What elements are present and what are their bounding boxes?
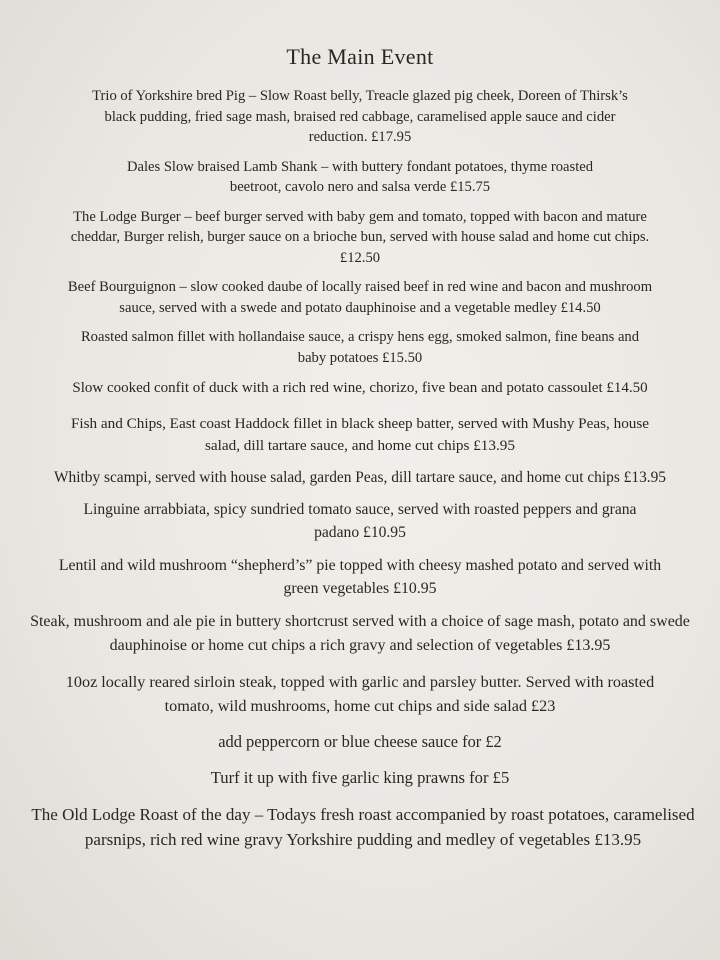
menu-item: Steak, mushroom and ale pie in buttery shortcrust served with a choice of sage mash, potato and swede dauphinoise or home cut chips a rich gravy and selection of vegetables £13.95	[30, 613, 690, 654]
menu-item: 10oz locally reared sirloin steak, topped with garlic and parsley butter. Served with roasted tomato, wild mushrooms, home cut chips and side salad £23	[65, 673, 655, 715]
menu-title: The Main Event	[286, 44, 434, 69]
menu-item: Trio of Yorkshire bred Pig – Slow Roast belly, Treacle glazed pig cheek, Doreen of Thirsk’s black pudding, fried sage mash, braised red cabbage, caramelised apple sauce and cider reduction. £17.95	[92, 88, 628, 145]
menu-item: Whitby scampi, served with house salad, garden Peas, dill tartare sauce, and home cut chips £13.95	[53, 469, 667, 486]
menu-item: Dales Slow braised Lamb Shank – with buttery fondant potatoes, thyme roasted beetroot, cavolo nero and salsa verde £15.75	[126, 158, 594, 195]
menu-items-list	[18, 86, 702, 852]
menu-item: Lentil and wild mushroom “shepherd’s” pie topped with cheesy mashed potato and served with green vegetables £10.95	[58, 557, 662, 597]
menu-item: Roasted salmon fillet with hollandaise sauce, a crispy hens egg, smoked salmon, fine beans and baby potatoes £15.50	[80, 329, 640, 366]
menu-item: The Old Lodge Roast of the day – Todays fresh roast accompanied by roast potatoes, caramelised parsnips, rich red wine gravy Yorkshire pudding and medley of vegetables £13.95	[31, 805, 695, 849]
menu-item: Beef Bourguignon – slow cooked daube of locally raised beef in red wine and bacon and mushroom sauce, served with a swede and potato dauphinoise and a vegetable medley £14.50	[67, 279, 653, 316]
menu-addon: add peppercorn or blue cheese sauce for £2	[218, 732, 502, 751]
menu-addon: Turf it up with five garlic king prawns for £5	[210, 768, 510, 787]
menu-item: Fish and Chips, East coast Haddock fillet in black sheep batter, served with Mushy Peas, house salad, dill tartare sauce, and home cut chips £13.95	[70, 415, 650, 454]
menu-item: Linguine arrabbiata, spicy sundried tomato sauce, served with roasted peppers and grana padano £10.95	[83, 501, 637, 541]
menu-item: The Lodge Burger – beef burger served with baby gem and tomato, topped with bacon and mature cheddar, Burger relish, burger sauce on a brioche bun, served with house salad and home cut chips. £12.50	[70, 208, 650, 266]
menu-item: Slow cooked confit of duck with a rich red wine, chorizo, five bean and potato cassoulet £14.50	[72, 380, 648, 396]
